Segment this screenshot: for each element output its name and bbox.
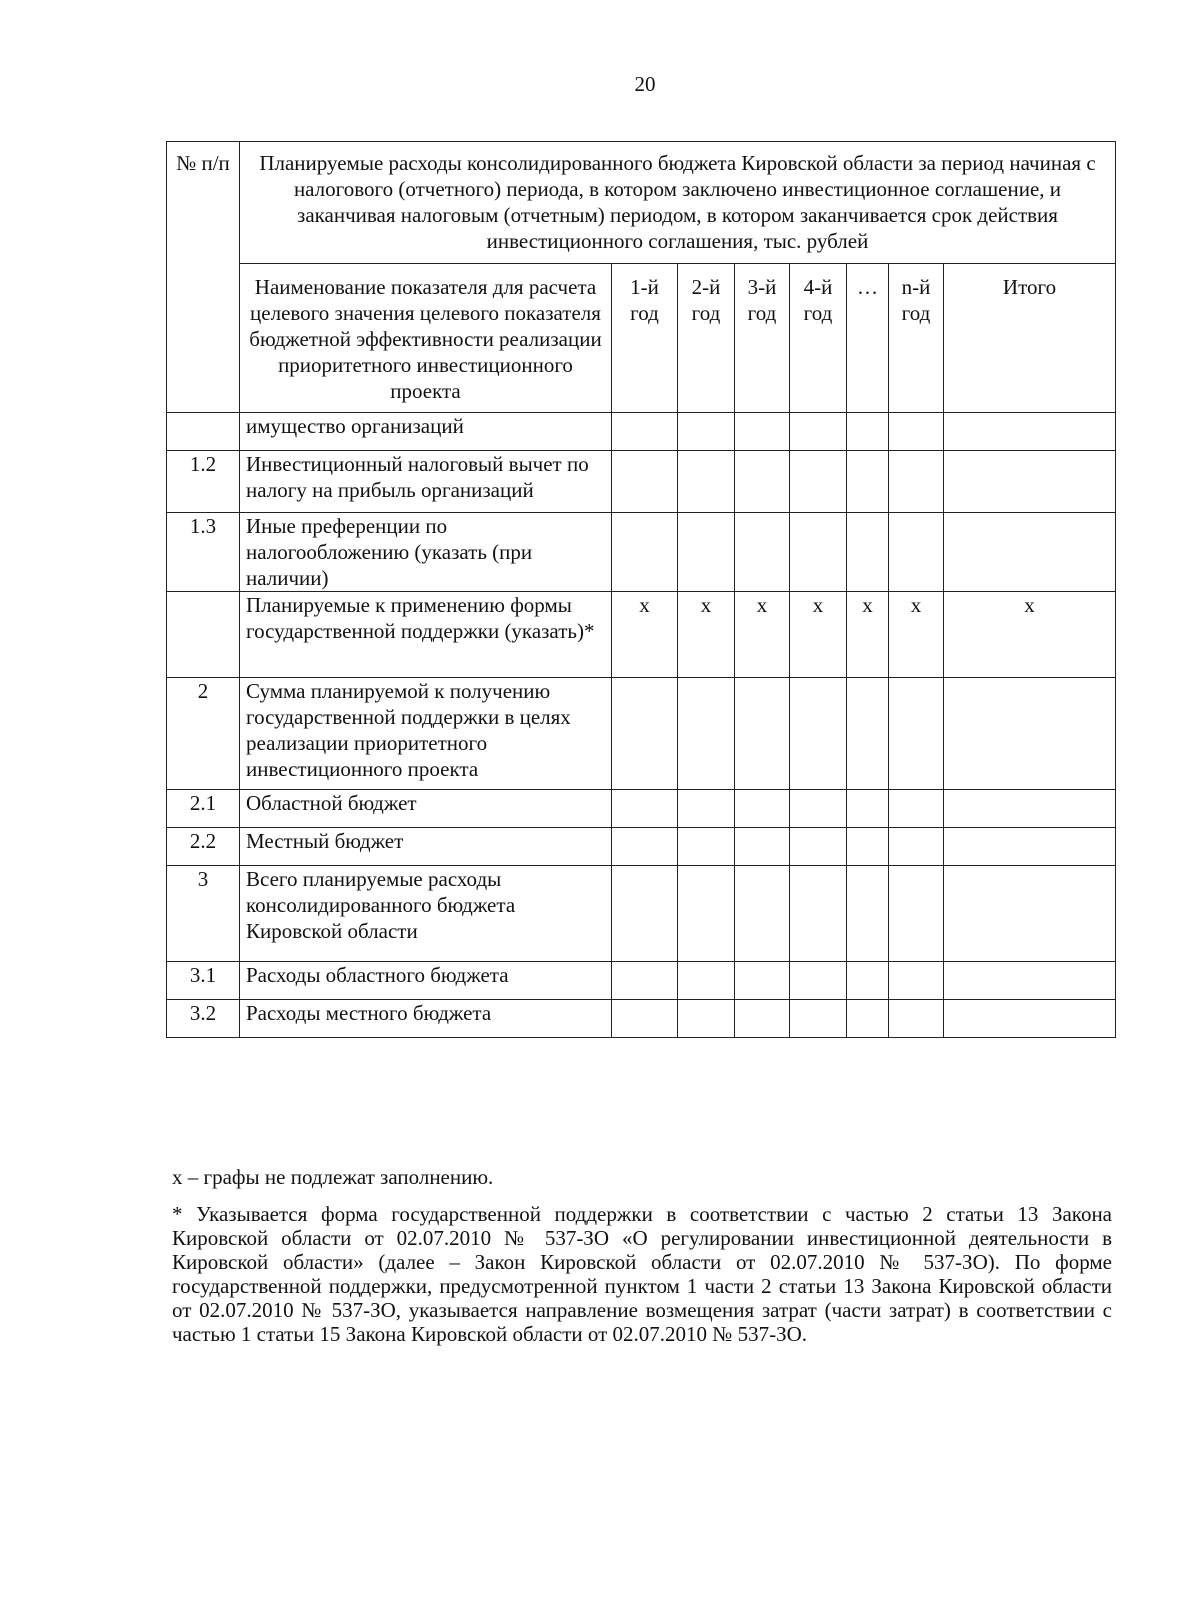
- total-header: Итого: [944, 264, 1116, 413]
- value-cell: [612, 828, 678, 866]
- indicator-name-cell: Иные преференции по налогообложению (указать (при наличии): [240, 513, 612, 592]
- value-cell: [847, 828, 889, 866]
- value-cell: [790, 413, 847, 451]
- x-note: х – графы не подлежат заполнению.: [172, 1165, 494, 1189]
- year-4-header: 4-й год: [790, 264, 847, 413]
- value-cell: [612, 790, 678, 828]
- year-2-header: 2-й год: [678, 264, 735, 413]
- value-cell: [944, 678, 1116, 790]
- value-cell: [847, 866, 889, 962]
- value-cell: [612, 1000, 678, 1038]
- value-cell: [889, 451, 944, 513]
- indicator-name-cell: Расходы областного бюджета: [240, 962, 612, 1000]
- value-cell: [735, 962, 790, 1000]
- table-row: [167, 592, 1116, 678]
- value-cell: х: [612, 592, 678, 678]
- value-cell: [612, 866, 678, 962]
- indicator-name-cell: Областной бюджет: [240, 790, 612, 828]
- value-cell: [790, 828, 847, 866]
- indicator-name-cell: Расходы местного бюджета: [240, 1000, 612, 1038]
- asterisk-note: * Указывается форма государственной поддержки в соответствии с частью 2 статьи 13 Закона Кировской области от 02.07.2010 № 537-ЗО «О регулировании инвестиционной деятельности в Кировской области» (далее – Закон Кировской области от 02.07.2010 № 537-ЗО). По форме государственной поддержки, предусмотренной пунктом 1 части 2 статьи 13 Закона Кировской области от 02.07.2010 № 537-ЗО, указывается направление возмещения затрат (части затрат) в соответствии с частью 1 статьи 15 Закона Кировской области от 02.07.2010 № 537-ЗО.: [172, 1202, 1112, 1346]
- value-cell: [944, 962, 1116, 1000]
- indicator-name-cell: Сумма планируемой к получению государственной поддержки в целях реализации приоритетного инвестиционного проекта: [240, 678, 612, 790]
- indicator-name-cell: Инвестиционный налоговый вычет по налогу на прибыль организаций: [240, 451, 612, 513]
- value-cell: [944, 451, 1116, 513]
- value-cell: [944, 828, 1116, 866]
- value-cell: [889, 790, 944, 828]
- value-cell: [944, 866, 1116, 962]
- value-cell: х: [735, 592, 790, 678]
- row-number-cell: 1.2: [167, 451, 240, 513]
- row-number-cell: 2: [167, 678, 240, 790]
- indicator-name-cell: Планируемые к применению формы государственной поддержки (указать)*: [240, 592, 612, 678]
- value-cell: х: [678, 592, 735, 678]
- indicator-column-header: Наименование показателя для расчета целевого значения целевого показателя бюджетной эффективности реализации приоритетного инвестиционного проекта: [240, 264, 612, 413]
- table-row: [167, 678, 1116, 790]
- value-cell: [678, 866, 735, 962]
- budget-table: [166, 141, 1116, 1038]
- table-title: Планируемые расходы консолидированного бюджета Кировской области за период начиная с налогового (отчетного) периода, в котором заключено инвестиционное соглашение, и заканчивая налоговым (отчетным) периодом, в котором заканчивается срок действия инвестиционного соглашения, тыс. рублей: [240, 142, 1116, 264]
- year-3-header: 3-й год: [735, 264, 790, 413]
- row-number-cell: [167, 592, 240, 678]
- table-row: [167, 513, 1116, 592]
- value-cell: [612, 678, 678, 790]
- value-cell: [847, 962, 889, 1000]
- footnotes: [172, 1165, 1112, 1359]
- table-row: [167, 790, 1116, 828]
- value-cell: [889, 1000, 944, 1038]
- value-cell: [612, 413, 678, 451]
- value-cell: [889, 828, 944, 866]
- value-cell: [678, 828, 735, 866]
- value-cell: [790, 678, 847, 790]
- value-cell: [678, 678, 735, 790]
- value-cell: [944, 790, 1116, 828]
- table-row: [167, 866, 1116, 962]
- ellipsis-year-header: …: [847, 264, 889, 413]
- header-row-number: № п/п: [167, 142, 240, 413]
- value-cell: х: [790, 592, 847, 678]
- table-row: [167, 451, 1116, 513]
- row-number-cell: 3.2: [167, 1000, 240, 1038]
- value-cell: [735, 451, 790, 513]
- value-cell: [735, 678, 790, 790]
- value-cell: [735, 790, 790, 828]
- value-cell: [889, 678, 944, 790]
- value-cell: х: [944, 592, 1116, 678]
- value-cell: [889, 962, 944, 1000]
- value-cell: [735, 828, 790, 866]
- year-1-header: 1-й год: [612, 264, 678, 413]
- row-number-cell: 3.1: [167, 962, 240, 1000]
- value-cell: [678, 790, 735, 828]
- value-cell: [847, 513, 889, 592]
- value-cell: [678, 513, 735, 592]
- row-number-cell: [167, 413, 240, 451]
- value-cell: [678, 451, 735, 513]
- value-cell: [944, 1000, 1116, 1038]
- value-cell: [735, 866, 790, 962]
- value-cell: [944, 513, 1116, 592]
- value-cell: [735, 513, 790, 592]
- value-cell: [790, 790, 847, 828]
- value-cell: [790, 866, 847, 962]
- table-row: [167, 962, 1116, 1000]
- value-cell: [944, 413, 1116, 451]
- value-cell: [678, 962, 735, 1000]
- value-cell: [889, 413, 944, 451]
- value-cell: [735, 1000, 790, 1038]
- value-cell: х: [847, 592, 889, 678]
- value-cell: [612, 513, 678, 592]
- value-cell: [847, 1000, 889, 1038]
- value-cell: [790, 962, 847, 1000]
- value-cell: [678, 1000, 735, 1038]
- page-number: 20: [634, 72, 656, 96]
- row-number-cell: 1.3: [167, 513, 240, 592]
- value-cell: [790, 451, 847, 513]
- row-number-cell: 3: [167, 866, 240, 962]
- table-row: [167, 1000, 1116, 1038]
- value-cell: [735, 413, 790, 451]
- value-cell: [847, 413, 889, 451]
- value-cell: [889, 866, 944, 962]
- table-row: [167, 413, 1116, 451]
- row-number-cell: 2.1: [167, 790, 240, 828]
- value-cell: [847, 678, 889, 790]
- year-n-header: n-й год: [889, 264, 944, 413]
- value-cell: [889, 513, 944, 592]
- value-cell: [612, 962, 678, 1000]
- value-cell: [790, 513, 847, 592]
- value-cell: [847, 451, 889, 513]
- value-cell: [790, 1000, 847, 1038]
- indicator-name-cell: имущество организаций: [240, 413, 612, 451]
- indicator-name-cell: Всего планируемые расходы консолидированного бюджета Кировской области: [240, 866, 612, 962]
- table-row: [167, 828, 1116, 866]
- value-cell: [678, 413, 735, 451]
- value-cell: [612, 451, 678, 513]
- value-cell: [847, 790, 889, 828]
- indicator-name-cell: Местный бюджет: [240, 828, 612, 866]
- row-number-cell: 2.2: [167, 828, 240, 866]
- value-cell: х: [889, 592, 944, 678]
